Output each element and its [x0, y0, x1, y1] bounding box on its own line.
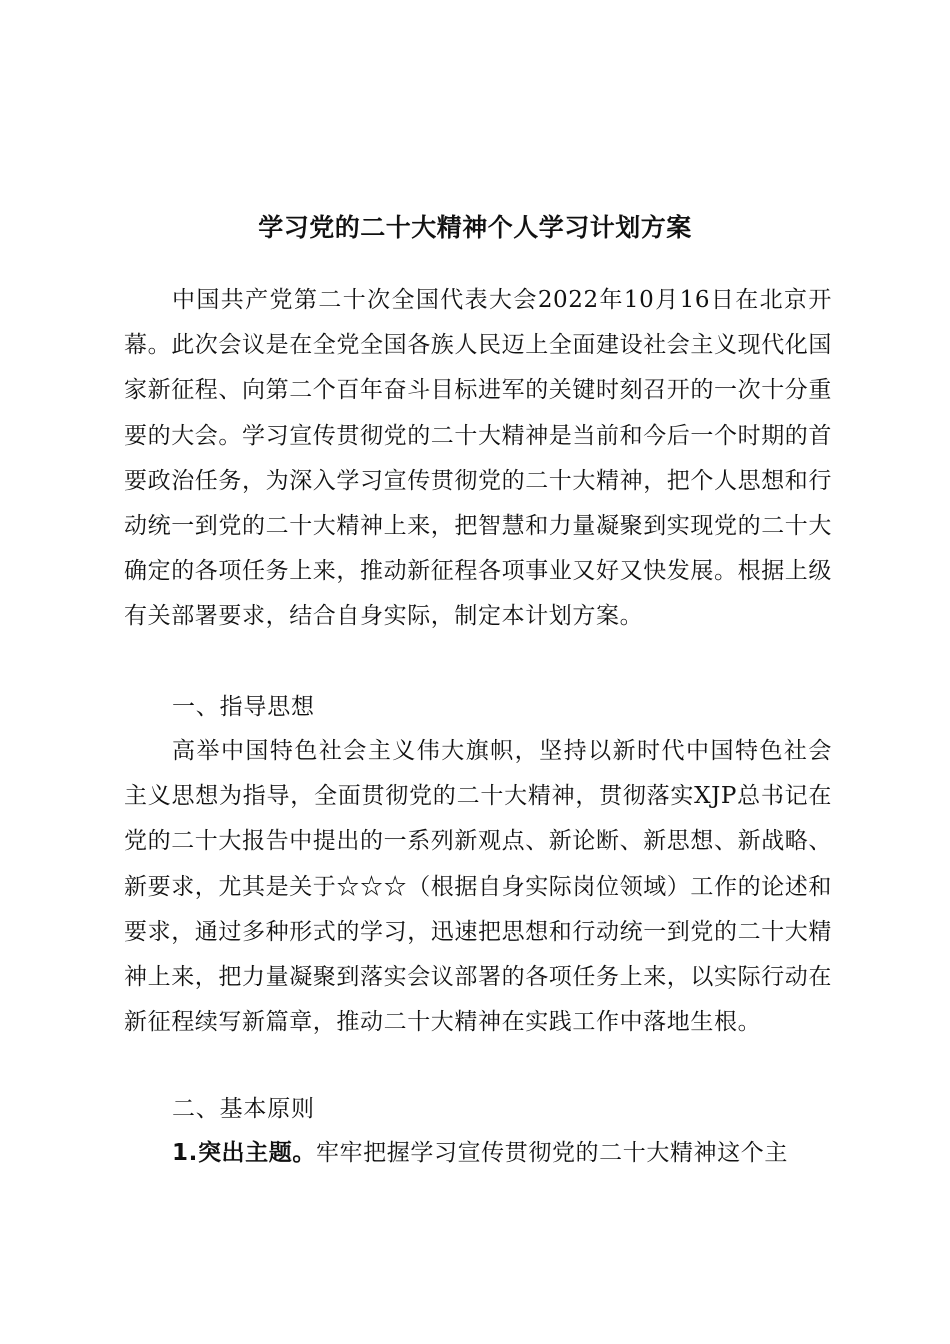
guiding-ideology-paragraph: 高举中国特色社会主义伟大旗帜，坚持以新时代中国特色社会主义思想为指导，全面贯彻党的二十大精神，贯彻落实XJP总书记在党的二十大报告中提出的一系列新观点、新论断、新思想、新战略、新要求，尤其是关于☆☆☆（根据自身实际岗位领域）工作的论述和要求，通过多种形式的学习，迅速把思想和行动统一到党的二十大精神上来，把力量凝聚到落实会议部署的各项任务上来，以实际行动在新征程续写新篇章，推动二十大精神在实践工作中落地生根。: [124, 738, 832, 1036]
principle-1-text: 牢牢把握学习宣传贯彻党的二十大精神这个主: [315, 1140, 788, 1166]
intro-paragraph: 中国共产党第二十次全国代表大会2022年10月16日在北京开幕。此次会议是在全党全国各族人民迈上全面建设社会主义现代化国家新征程、向第二个百年奋斗目标进军的关键时刻召开的一次十分重要的大会。学习宣传贯彻党的二十大精神是当前和今后一个时期的首要政治任务，为深入学习宣传贯彻党的二十大精神，把个人思想和行动统一到党的二十大精神上来，把智慧和力量凝聚到实现党的二十大确定的各项任务上来，推动新征程各项事业又好又快发展。根据上级有关部署要求，结合自身实际，制定本计划方案。: [124, 287, 832, 630]
document-title: 学习党的二十大精神个人学习计划方案: [258, 213, 692, 242]
section-heading-guiding-ideology: 一、指导思想: [172, 694, 315, 720]
principle-1-lead: 1.突出主题。: [172, 1140, 316, 1166]
principle-1-paragraph: [124, 1131, 832, 1176]
section-heading-basic-principles: 二、基本原则: [172, 1096, 315, 1122]
